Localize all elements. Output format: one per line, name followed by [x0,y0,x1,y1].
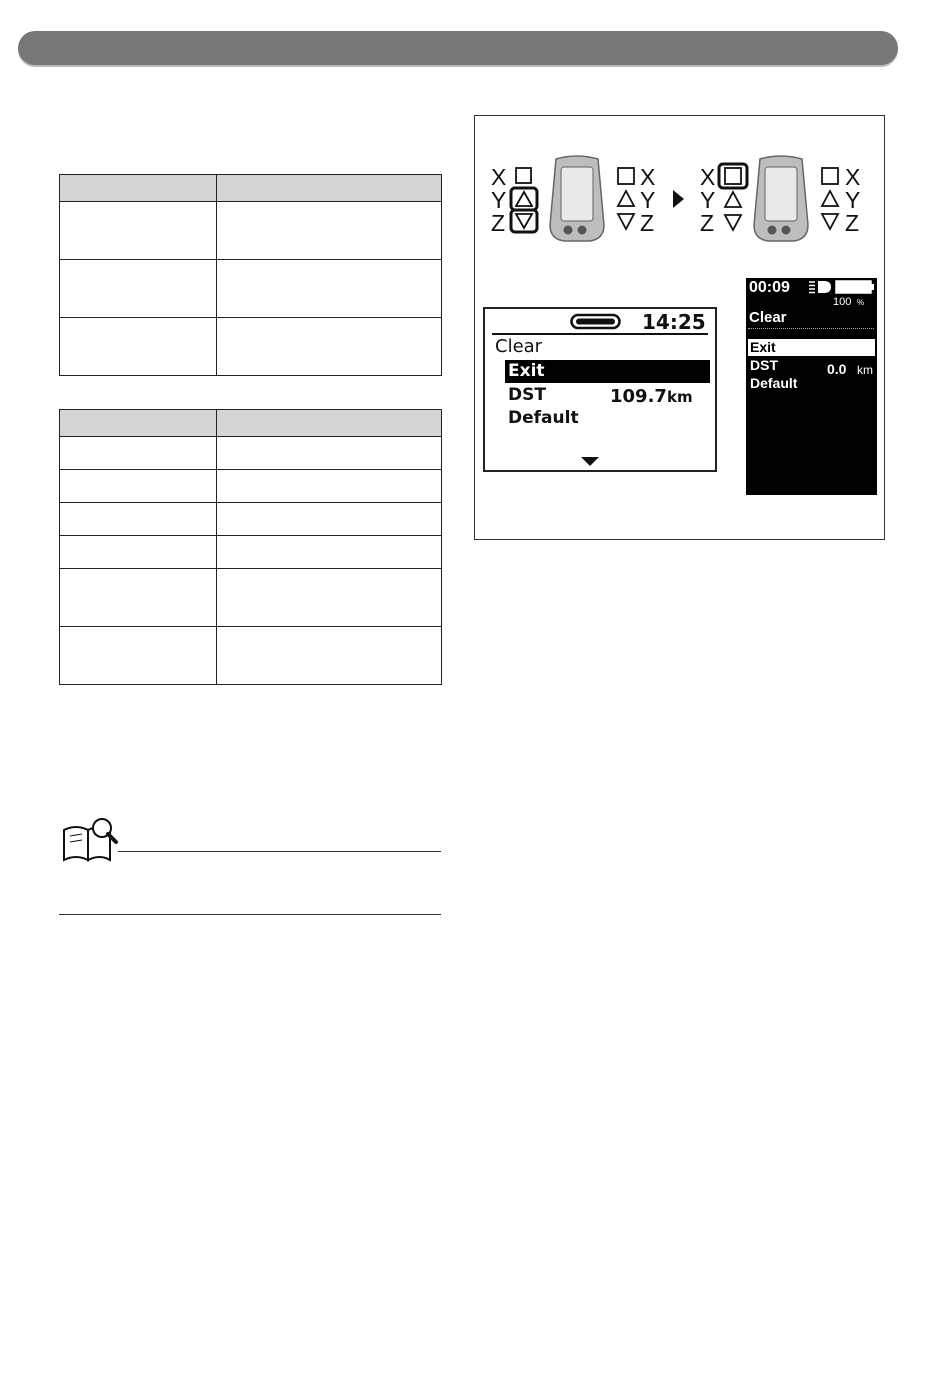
battery-percent: 100 [833,296,852,308]
table-row [60,627,217,685]
display-unit-icon [752,155,810,243]
square-button-icon [725,168,741,184]
menu-item-default: Default [750,375,798,391]
table-row [60,536,217,569]
label-z: Z [845,210,860,236]
down-triangle-icon [725,215,741,230]
table-row [60,318,217,376]
dst-unit: km [667,388,693,406]
up-triangle-icon [618,191,634,206]
table-2 [59,409,442,685]
table-1 [59,174,442,376]
clock-time: 14:25 [642,310,706,334]
table-cell [217,536,442,569]
header-divider [748,328,874,329]
square-button-icon [618,168,634,184]
table-2-header-col-2 [217,410,442,437]
dst-value: 109.7 [610,386,667,407]
scroll-down-icon [581,457,599,467]
lcd-screen-dark [746,278,877,495]
table-cell [217,627,442,685]
down-triangle-icon [822,214,838,229]
table-cell [217,202,442,260]
dst-unit: km [857,363,873,377]
table-cell [217,437,442,470]
battery-icon [835,280,875,294]
left-button-stack [507,164,541,234]
light-icon [808,280,832,294]
table-row [60,202,217,260]
up-triangle-icon [822,191,838,206]
table-row [60,260,217,318]
table-cell [217,470,442,503]
info-divider-bottom [59,914,441,915]
table-cell [217,260,442,318]
down-triangle-icon [618,214,634,229]
table-cell [217,569,442,627]
header-divider [492,333,708,335]
dst-value: 0.0 [827,361,847,377]
table-2-header-col-1 [60,410,217,437]
right-button-stack [614,166,638,234]
menu-item-exit: Exit [750,339,776,355]
lcd-screen-light [483,307,717,472]
label-y: Y [700,187,716,213]
table-cell [217,318,442,376]
battery-percent-unit: % [857,298,865,307]
table-row [60,569,217,627]
table-row [60,503,217,536]
label-x: X [640,164,656,190]
label-y: Y [845,187,861,213]
display-unit-icon [548,155,606,243]
info-divider-top [118,851,441,852]
label-z: Z [491,210,506,236]
label-x: X [491,164,507,190]
square-button-icon [822,168,838,184]
table-1-header-col-1 [60,175,217,202]
menu-title: Clear [495,336,543,357]
battery-icon [570,313,624,330]
section-header-bar [18,31,898,65]
down-triangle-icon [516,214,532,228]
label-z: Z [700,210,715,236]
label-y: Y [640,187,656,213]
square-button-icon [516,168,531,183]
menu-item-dst: DST [750,357,778,373]
right-button-stack [818,166,842,234]
up-triangle-icon [516,192,532,206]
table-row [60,437,217,470]
menu-item-default: Default [508,408,579,428]
clock-time: 00:09 [749,279,790,296]
label-x: X [845,164,861,190]
left-button-stack-after [716,162,750,234]
table-cell [217,503,442,536]
label-y: Y [491,187,507,213]
label-x: X [700,164,716,190]
table-1-header-col-2 [217,175,442,202]
menu-item-exit: Exit [508,361,545,381]
table-row [60,470,217,503]
arrow-right-icon [673,190,685,208]
up-triangle-icon [725,192,741,207]
menu-title: Clear [749,309,787,326]
book-magnifier-icon [60,816,124,864]
menu-item-dst: DST [508,385,546,405]
label-z: Z [640,210,655,236]
